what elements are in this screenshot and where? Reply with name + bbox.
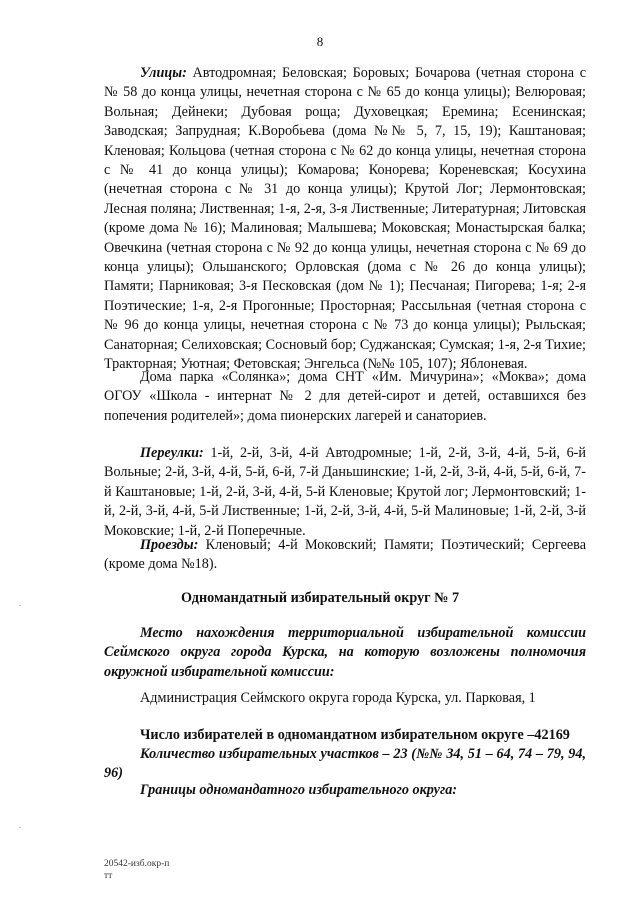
houses-paragraph: Дома парка «Солянка»; дома СНТ «Им. Мичурина»; «Моква»; дома ОГОУ «Школа - интернат № 2 для детей-сирот и детей, оставшихся без попечения родителей»; дома пионерских лагерей и санаториев. [104, 369, 586, 424]
footer-line: тт [104, 871, 113, 881]
polling-stations: Количество избирательных участков – 23 (№№ 34, 51 – 64, 74 – 79, 94, 96) [104, 746, 586, 782]
passages-label: Проезды: [140, 537, 199, 553]
page-number: 8 [316, 34, 324, 49]
scan-speck: · [18, 600, 22, 612]
voters-count: Число избирателей в одномандатном избирательном округе –42169 [140, 727, 570, 743]
footer-line: 20542-изб.окр-п [104, 859, 170, 869]
commission-address: Администрация Сеймского округа города Курска, ул. Парковая, 1 [140, 690, 536, 706]
passages-paragraph [104, 536, 586, 575]
lanes-text: 1-й, 2-й, 3-й, 4-й Автодромные; 1-й, 2-й, 3-й, 4-й, 5-й, 6-й Вольные; 2-й, 3-й, 4-й, 5-й, 6-й, 7-й Даньшинские; 1-й, 2-й, 3-й, 4-й, 5-й, 6-й, 7-й Каштановые; 1-й, 2-й, 3-й, 4-й, 5-й Кленовые; Крутой лог; Лермонтовский; 1-й, 2-й, 3-й, 4-й, 5-й Лиственные; 1-й, 2-й, 3-й, 4-й, 5-й Малиновые; 1-й, 2-й, 3-й Моковские; 1-й, 2-й Поперечные. [104, 445, 586, 539]
commission-location-heading: Место нахождения территориальной избирательной комиссии Сеймского округа города Курска, на которую возложены полномочия окружной избирательной комиссии: [104, 625, 586, 680]
scan-speck: · [18, 822, 22, 834]
passages-text: Кленовый; 4-й Моковский; Памяти; Поэтический; Сергеева (кроме дома №18). [104, 537, 586, 573]
lanes-paragraph [104, 444, 586, 541]
streets-paragraph [104, 64, 586, 375]
boundaries-heading: Границы одномандатного избирательного округа: [140, 782, 458, 798]
streets-label: Улицы: [140, 65, 187, 81]
district-heading: Одномандатный избирательный округ № 7 [180, 590, 460, 606]
streets-text: Автодромная; Беловская; Боровых; Бочарова (четная сторона с № 58 до конца улицы, нечетная сторона с № 65 до конца улицы); Велюровая; Вольная; Дейнеки; Дубовая роща; Духовецкая; Еремина; Есенинская; Заводская; Запрудная; К.Воробьева (дома №№ 5, 7, 15, 19); Каштановая; Кленовая; Кольцова (четная сторона с № 62 до конца улицы, нечетная сторона с № 41 до конца улицы); Комарова; Конорева; Кореневская; Косухина (нечетная сторона с № 31 до конца улицы); Крутой Лог; Лермонтовская; Лесная поляна; Лиственная; 1-я, 2-я, 3-я Лиственные; Литературная; Литовская (кроме дома № 16); Малиновая; Малышева; Моковская; Монастырская балка; Овечкина (четная сторона с № 92 до конца улицы, нечетная сторона с № 69 до конца улицы); Ольшанского; Орловская (дома с № 26 до конца улицы); Памяти; Парниковая; 3-я Песковская (дом № 1); Песчаная; Пигорева; 1-я; 2-я Поэтические; 1-я, 2-я Прогонные; Просторная; Рассыльная (четная сторона с № 96 до конца улицы, нечетная сторона с № 73 до конца улицы); Рыльская; Санаторная; Селиховская; Сосновый бор; Суджанская; Сумская; 1-я, 2-я Тихие; Тракторная; Уютная; Фетовская; Энгельса (№№ 105, 107); Яблоневая. [104, 65, 586, 373]
lanes-label: Переулки: [140, 445, 204, 461]
document-footer [104, 858, 169, 882]
